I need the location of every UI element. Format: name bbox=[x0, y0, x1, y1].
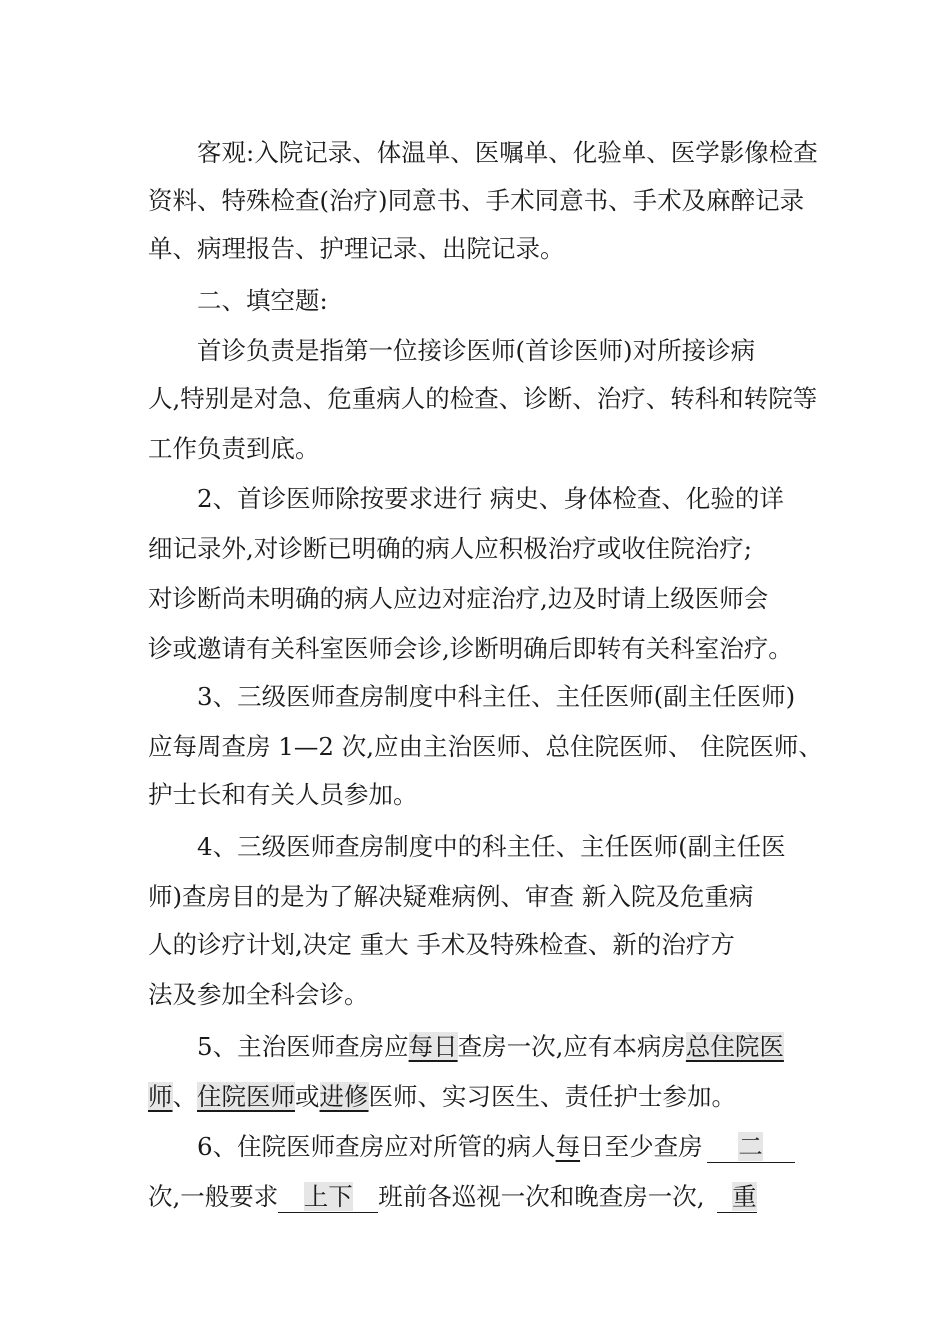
question-5-line-1 bbox=[197, 1030, 817, 1064]
text-segment: 班前各巡视一次和晚查房一次, bbox=[378, 1182, 705, 1211]
fill-blank bbox=[707, 1132, 795, 1163]
answer-highlight: 二 bbox=[738, 1132, 763, 1161]
answer-underline: 每 bbox=[555, 1132, 581, 1161]
question-5-line-2 bbox=[148, 1080, 818, 1114]
text-segment: 日至少查房 bbox=[580, 1132, 703, 1161]
text-line: 对诊断尚未明确的病人应边对症治疗,边及时请上级医师会 bbox=[148, 584, 769, 613]
text-segment: 或 bbox=[295, 1082, 320, 1111]
text-line: 细记录外,对诊断已明确的病人应积极治疗或收住院治疗; bbox=[148, 534, 753, 563]
question-6-line-1 bbox=[197, 1130, 817, 1164]
answer-highlight: 上下 bbox=[303, 1182, 353, 1211]
text-line: 单、病理报告、护理记录、出院记录。 bbox=[148, 234, 565, 263]
fill-blank bbox=[278, 1182, 378, 1213]
text-segment: 查房一次,应有本病房 bbox=[457, 1032, 686, 1061]
answer-highlight: 重 bbox=[732, 1182, 757, 1211]
text-line: 工作负责到底。 bbox=[148, 434, 320, 463]
text-segment: 次,一般要求 bbox=[148, 1182, 279, 1211]
answer-highlight: 进修 bbox=[319, 1082, 369, 1111]
answer-highlight: 师 bbox=[148, 1082, 173, 1111]
text-line: 人的诊疗计划,决定 重大 手术及特殊检查、新的治疗方 bbox=[148, 930, 735, 959]
answer-highlight: 总住院医 bbox=[685, 1032, 784, 1061]
text-line: 资料、特殊检查(治疗)同意书、手术同意书、手术及麻醉记录 bbox=[148, 186, 805, 215]
text-segment: 、 bbox=[172, 1082, 197, 1111]
text-segment: 5、主治医师查房应 bbox=[197, 1032, 409, 1061]
text-segment: 医师、实习医生、责任护士参加。 bbox=[368, 1082, 736, 1111]
text-line: 应每周查房 1—2 次,应由主治医师、总住院医师、 住院医师、 bbox=[148, 732, 823, 761]
text-segment: 6、住院医师查房应对所管的病人 bbox=[197, 1132, 556, 1161]
text-line: 法及参加全科会诊。 bbox=[148, 980, 369, 1009]
text-line: 护士长和有关人员参加。 bbox=[148, 780, 418, 809]
answer-highlight: 每日 bbox=[408, 1032, 458, 1061]
text-line: 首诊负责是指第一位接诊医师(首诊医师)对所接诊病 bbox=[197, 336, 756, 365]
text-line: 客观:入院记录、体温单、医嘱单、化验单、医学影像检查 bbox=[197, 138, 818, 167]
text-line: 4、三级医师查房制度中的科主任、主任医师(副主任医 bbox=[197, 832, 786, 861]
section-heading: 二、填空题: bbox=[197, 286, 328, 315]
text-line: 3、三级医师查房制度中科主任、主任医师(副主任医师) bbox=[197, 682, 796, 711]
text-line: 诊或邀请有关科室医师会诊,诊断明确后即转有关科室治疗。 bbox=[148, 634, 793, 663]
text-line: 师)查房目的是为了解决疑难病例、审查 新入院及危重病 bbox=[148, 882, 754, 911]
answer-highlight: 住院医师 bbox=[197, 1082, 295, 1111]
question-6-line-2 bbox=[148, 1180, 818, 1214]
fill-blank bbox=[717, 1182, 757, 1213]
text-line: 2、首诊医师除按要求进行 病史、身体检查、化验的详 bbox=[197, 484, 784, 513]
text-line: 人,特别是对急、危重病人的检查、诊断、治疗、转科和转院等 bbox=[148, 384, 818, 413]
